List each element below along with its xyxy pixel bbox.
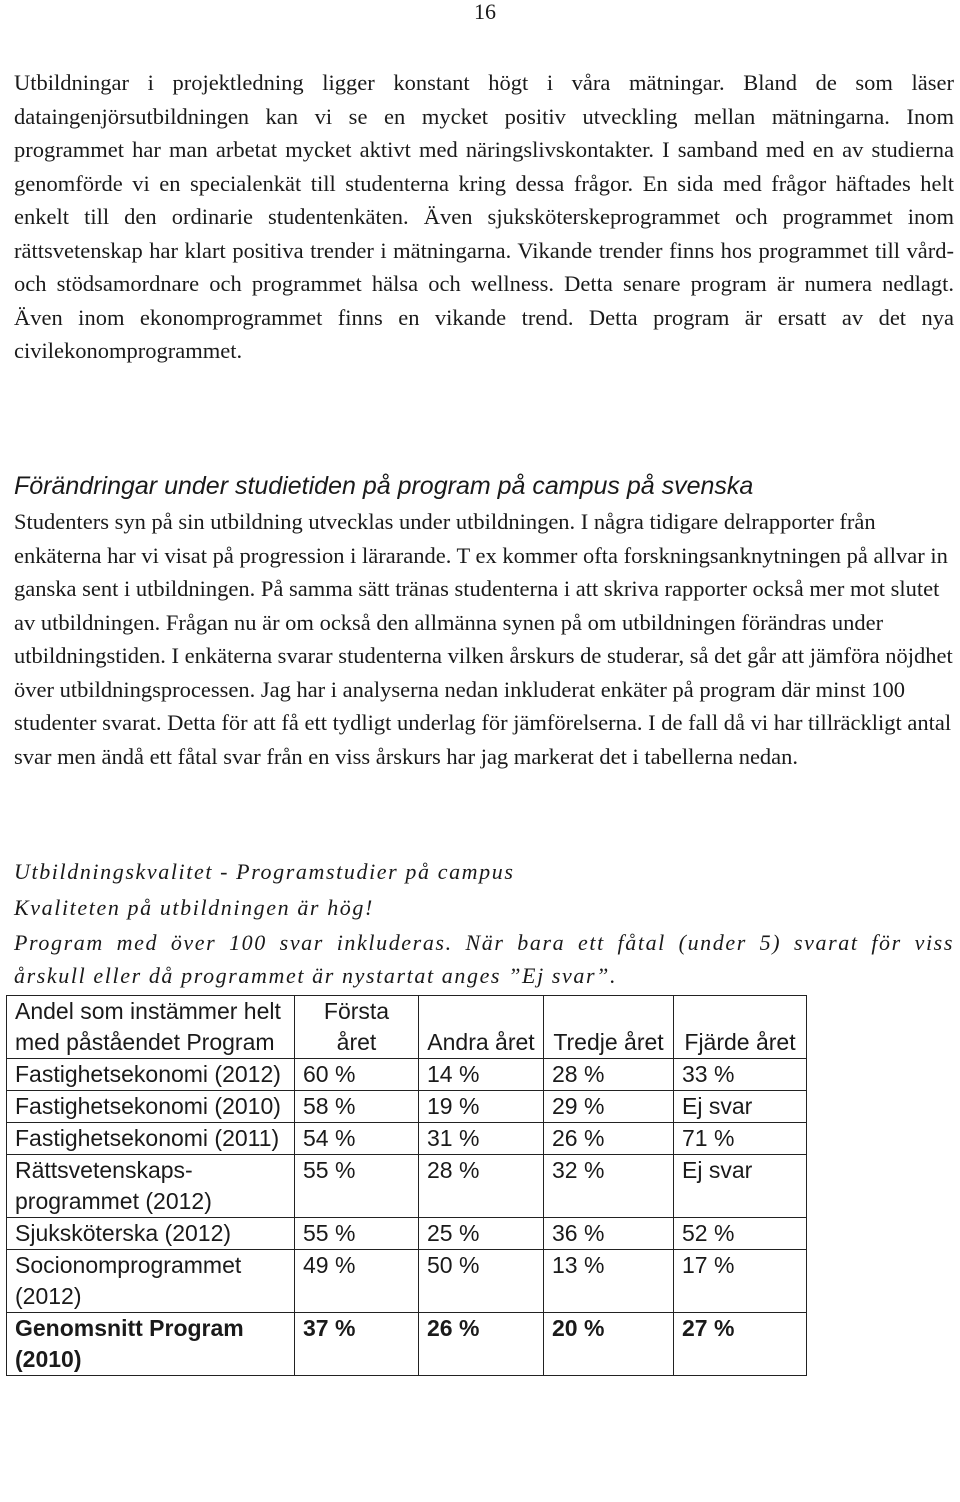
value-cell: 71 % (674, 1123, 807, 1155)
value-cell: 28 % (419, 1155, 544, 1218)
page-number: 16 (474, 0, 496, 24)
intro-paragraph: Utbildningar i projektledning ligger konstant högt i våra mätningar. Bland de som läser dataingenjörsutbildningen kan vi se en mycket positiv utveckling mellan mätningarna. Inom programmet har man arbetat mycket aktivt med näringslivskontakter. I samband med en av studierna genomförde vi en specialenkät till studenterna kring dessa frågor. En sida med frågor häftades helt enkelt till den ordinarie studentenkäten. Även sjuksköterskeprogrammet och programmet inom rättsvetenskap har klart positiva trender i mätningarna. Vikande trender finns hos programmet till vård- och stödsamordnare och programmet hälsa och wellness. Detta senare program är numera nedlagt. Även inom ekonomprogrammet finns en vikande trend. Detta program är ersatt av det nya civilekonomprogrammet. (14, 70, 954, 363)
table-caption-statement: Kvaliteten på utbildningen är hög! (14, 895, 374, 920)
value-cell: 52 % (674, 1218, 807, 1250)
value-cell: Ej svar (674, 1155, 807, 1218)
value-cell: 55 % (295, 1155, 419, 1218)
value-cell: 13 % (544, 1250, 674, 1313)
results-table (6, 995, 807, 1376)
section-paragraph: Studenters syn på sin utbildning utvecklas under utbildningen. I några tidigare delrapporter från enkäterna har vi visat på progression i lärarande. T ex kommer ofta forskningsanknytningen på allvar in ganska sent i utbildningen. På samma sätt tränas studenterna i att skriva rapporter också mer mot slutet av utbildningen. Frågan nu är om också den allmänna synen på om utbildningen förändras under utbildningstiden. I enkäterna svarar studenterna vilken årskurs de studerar, så det går att jämföra nöjdhet över utbildningsprocessen. Jag har i analyserna nedan inkluderat enkäter på program där minst 100 studenter svarat. Detta för att få ett tydligt underlag för jämförelserna. I de fall då vi har tillräckligt antal svar men ändå ett fåtal svar från en viss årskurs har jag markerat det i tabellerna nedan. (14, 509, 953, 769)
value-cell: 28 % (544, 1059, 674, 1091)
value-cell: 37 % (295, 1313, 419, 1376)
header-row-label: Andel som instämmer helt med påståendet Program (7, 996, 295, 1059)
value-cell: 26 % (419, 1313, 544, 1376)
table-row (7, 1059, 807, 1091)
program-cell: Socionomprogrammet (2012) (7, 1250, 295, 1313)
table-row (7, 1250, 807, 1313)
value-cell: 27 % (674, 1313, 807, 1376)
value-cell: 36 % (544, 1218, 674, 1250)
table-header-row (7, 996, 807, 1059)
table-caption-note: Program med över 100 svar inkluderas. När bara ett fåtal (under 5) svarat för viss årskull eller då programmet är nystartat anges ”Ej svar”. (14, 930, 954, 988)
table-row (7, 1155, 807, 1218)
value-cell: 29 % (544, 1091, 674, 1123)
table-row (7, 1091, 807, 1123)
value-cell: 55 % (295, 1218, 419, 1250)
table-row (7, 1218, 807, 1250)
value-cell: Ej svar (674, 1091, 807, 1123)
value-cell: 20 % (544, 1313, 674, 1376)
table-row (7, 1123, 807, 1155)
section-heading: Förändringar under studietiden på program på campus på svenska (14, 472, 754, 500)
value-cell: 31 % (419, 1123, 544, 1155)
value-cell: 58 % (295, 1091, 419, 1123)
program-cell: Fastighetsekonomi (2011) (7, 1123, 295, 1155)
value-cell: 19 % (419, 1091, 544, 1123)
value-cell: 33 % (674, 1059, 807, 1091)
value-cell: 60 % (295, 1059, 419, 1091)
header-year-2: Andra året (419, 996, 544, 1059)
header-year-3: Tredje året (544, 996, 674, 1059)
value-cell: 25 % (419, 1218, 544, 1250)
value-cell: 26 % (544, 1123, 674, 1155)
value-cell: 32 % (544, 1155, 674, 1218)
header-year-1: Första året (295, 996, 419, 1059)
value-cell: 54 % (295, 1123, 419, 1155)
table-row-average (7, 1313, 807, 1376)
program-cell: Fastighetsekonomi (2010) (7, 1091, 295, 1123)
value-cell: 17 % (674, 1250, 807, 1313)
value-cell: 49 % (295, 1250, 419, 1313)
value-cell: 50 % (419, 1250, 544, 1313)
program-cell: Fastighetsekonomi (2012) (7, 1059, 295, 1091)
program-cell: Rättsvetenskaps-programmet (2012) (7, 1155, 295, 1218)
table-caption-title: Utbildningskvalitet - Programstudier på campus (14, 859, 515, 884)
header-year-4: Fjärde året (674, 996, 807, 1059)
value-cell: 14 % (419, 1059, 544, 1091)
program-cell: Genomsnitt Program (2010) (7, 1313, 295, 1376)
program-cell: Sjuksköterska (2012) (7, 1218, 295, 1250)
